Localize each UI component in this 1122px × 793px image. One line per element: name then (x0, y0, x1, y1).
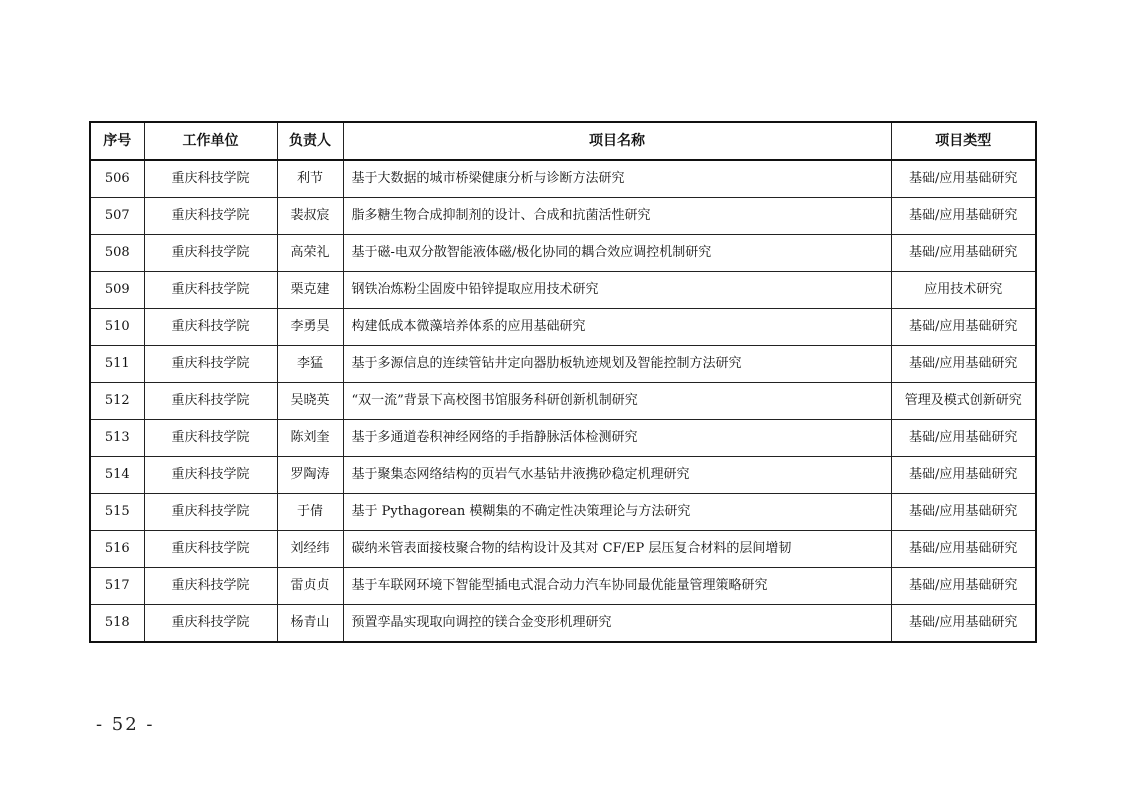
cell-unit: 重庆科技学院 (144, 568, 277, 605)
cell-unit: 重庆科技学院 (144, 160, 277, 198)
table-header (90, 122, 1036, 160)
cell-project-type: 基础/应用基础研究 (891, 235, 1036, 272)
cell-project-name: “双一流”背景下高校图书馆服务科研创新机制研究 (343, 383, 891, 420)
cell-index: 513 (90, 420, 144, 457)
table-row (90, 160, 1036, 198)
table-row (90, 309, 1036, 346)
cell-leader: 李勇昊 (277, 309, 343, 346)
cell-project-name: 基于多源信息的连续管钻井定向器肋板轨迹规划及智能控制方法研究 (343, 346, 891, 383)
table-row (90, 568, 1036, 605)
table-row (90, 272, 1036, 309)
cell-unit: 重庆科技学院 (144, 531, 277, 568)
table-row (90, 198, 1036, 235)
cell-unit: 重庆科技学院 (144, 198, 277, 235)
cell-project-type: 基础/应用基础研究 (891, 494, 1036, 531)
cell-project-type: 基础/应用基础研究 (891, 346, 1036, 383)
cell-project-name: 基于磁-电双分散智能液体磁/极化协同的耦合效应调控机制研究 (343, 235, 891, 272)
cell-unit: 重庆科技学院 (144, 235, 277, 272)
cell-leader: 刘经纬 (277, 531, 343, 568)
header-index: 序号 (90, 122, 144, 160)
cell-index: 518 (90, 605, 144, 643)
cell-index: 512 (90, 383, 144, 420)
cell-index: 517 (90, 568, 144, 605)
project-table (89, 121, 1037, 643)
cell-unit: 重庆科技学院 (144, 457, 277, 494)
cell-leader: 吴晓英 (277, 383, 343, 420)
cell-leader: 雷贞贞 (277, 568, 343, 605)
cell-project-type: 应用技术研究 (891, 272, 1036, 309)
cell-leader: 陈刘奎 (277, 420, 343, 457)
cell-unit: 重庆科技学院 (144, 494, 277, 531)
cell-project-type: 基础/应用基础研究 (891, 531, 1036, 568)
table-row (90, 346, 1036, 383)
cell-project-type: 基础/应用基础研究 (891, 457, 1036, 494)
header-unit: 工作单位 (144, 122, 277, 160)
cell-unit: 重庆科技学院 (144, 383, 277, 420)
header-leader: 负责人 (277, 122, 343, 160)
cell-index: 508 (90, 235, 144, 272)
table-row (90, 420, 1036, 457)
cell-leader: 于倩 (277, 494, 343, 531)
cell-unit: 重庆科技学院 (144, 309, 277, 346)
cell-unit: 重庆科技学院 (144, 605, 277, 643)
cell-index: 506 (90, 160, 144, 198)
cell-unit: 重庆科技学院 (144, 420, 277, 457)
cell-project-name: 构建低成本微藻培养体系的应用基础研究 (343, 309, 891, 346)
header-project-name: 项目名称 (343, 122, 891, 160)
header-project-type: 项目类型 (891, 122, 1036, 160)
cell-project-type: 基础/应用基础研究 (891, 160, 1036, 198)
cell-project-name: 钢铁冶炼粉尘固废中铅锌提取应用技术研究 (343, 272, 891, 309)
page-number: - 52 - (96, 714, 155, 735)
cell-project-name: 基于车联网环境下智能型插电式混合动力汽车协同最优能量管理策略研究 (343, 568, 891, 605)
cell-leader: 李猛 (277, 346, 343, 383)
cell-project-name: 基于多通道卷积神经网络的手指静脉活体检测研究 (343, 420, 891, 457)
table-row (90, 605, 1036, 643)
cell-unit: 重庆科技学院 (144, 272, 277, 309)
cell-index: 516 (90, 531, 144, 568)
table-row (90, 457, 1036, 494)
table-row (90, 494, 1036, 531)
cell-project-name: 碳纳米管表面接枝聚合物的结构设计及其对 CF/EP 层压复合材料的层间增韧 (343, 531, 891, 568)
cell-project-name: 基于大数据的城市桥梁健康分析与诊断方法研究 (343, 160, 891, 198)
cell-index: 507 (90, 198, 144, 235)
cell-leader: 利节 (277, 160, 343, 198)
cell-leader: 杨青山 (277, 605, 343, 643)
cell-leader: 高荣礼 (277, 235, 343, 272)
cell-project-type: 基础/应用基础研究 (891, 198, 1036, 235)
header-row (90, 122, 1036, 160)
cell-index: 509 (90, 272, 144, 309)
cell-project-name: 预置孪晶实现取向调控的镁合金变形机理研究 (343, 605, 891, 643)
table-row (90, 383, 1036, 420)
table-body (90, 160, 1036, 642)
cell-project-type: 基础/应用基础研究 (891, 605, 1036, 643)
cell-unit: 重庆科技学院 (144, 346, 277, 383)
cell-index: 511 (90, 346, 144, 383)
cell-project-type: 基础/应用基础研究 (891, 420, 1036, 457)
cell-leader: 栗克建 (277, 272, 343, 309)
cell-project-type: 基础/应用基础研究 (891, 568, 1036, 605)
table-row (90, 531, 1036, 568)
cell-index: 514 (90, 457, 144, 494)
cell-project-name: 脂多糖生物合成抑制剂的设计、合成和抗菌活性研究 (343, 198, 891, 235)
cell-project-name: 基于 Pythagorean 模糊集的不确定性决策理论与方法研究 (343, 494, 891, 531)
cell-leader: 裴叔宸 (277, 198, 343, 235)
table-row (90, 235, 1036, 272)
cell-index: 515 (90, 494, 144, 531)
cell-project-name: 基于聚集态网络结构的页岩气水基钻井液携砂稳定机理研究 (343, 457, 891, 494)
cell-project-type: 管理及模式创新研究 (891, 383, 1036, 420)
cell-index: 510 (90, 309, 144, 346)
cell-leader: 罗陶涛 (277, 457, 343, 494)
cell-project-type: 基础/应用基础研究 (891, 309, 1036, 346)
